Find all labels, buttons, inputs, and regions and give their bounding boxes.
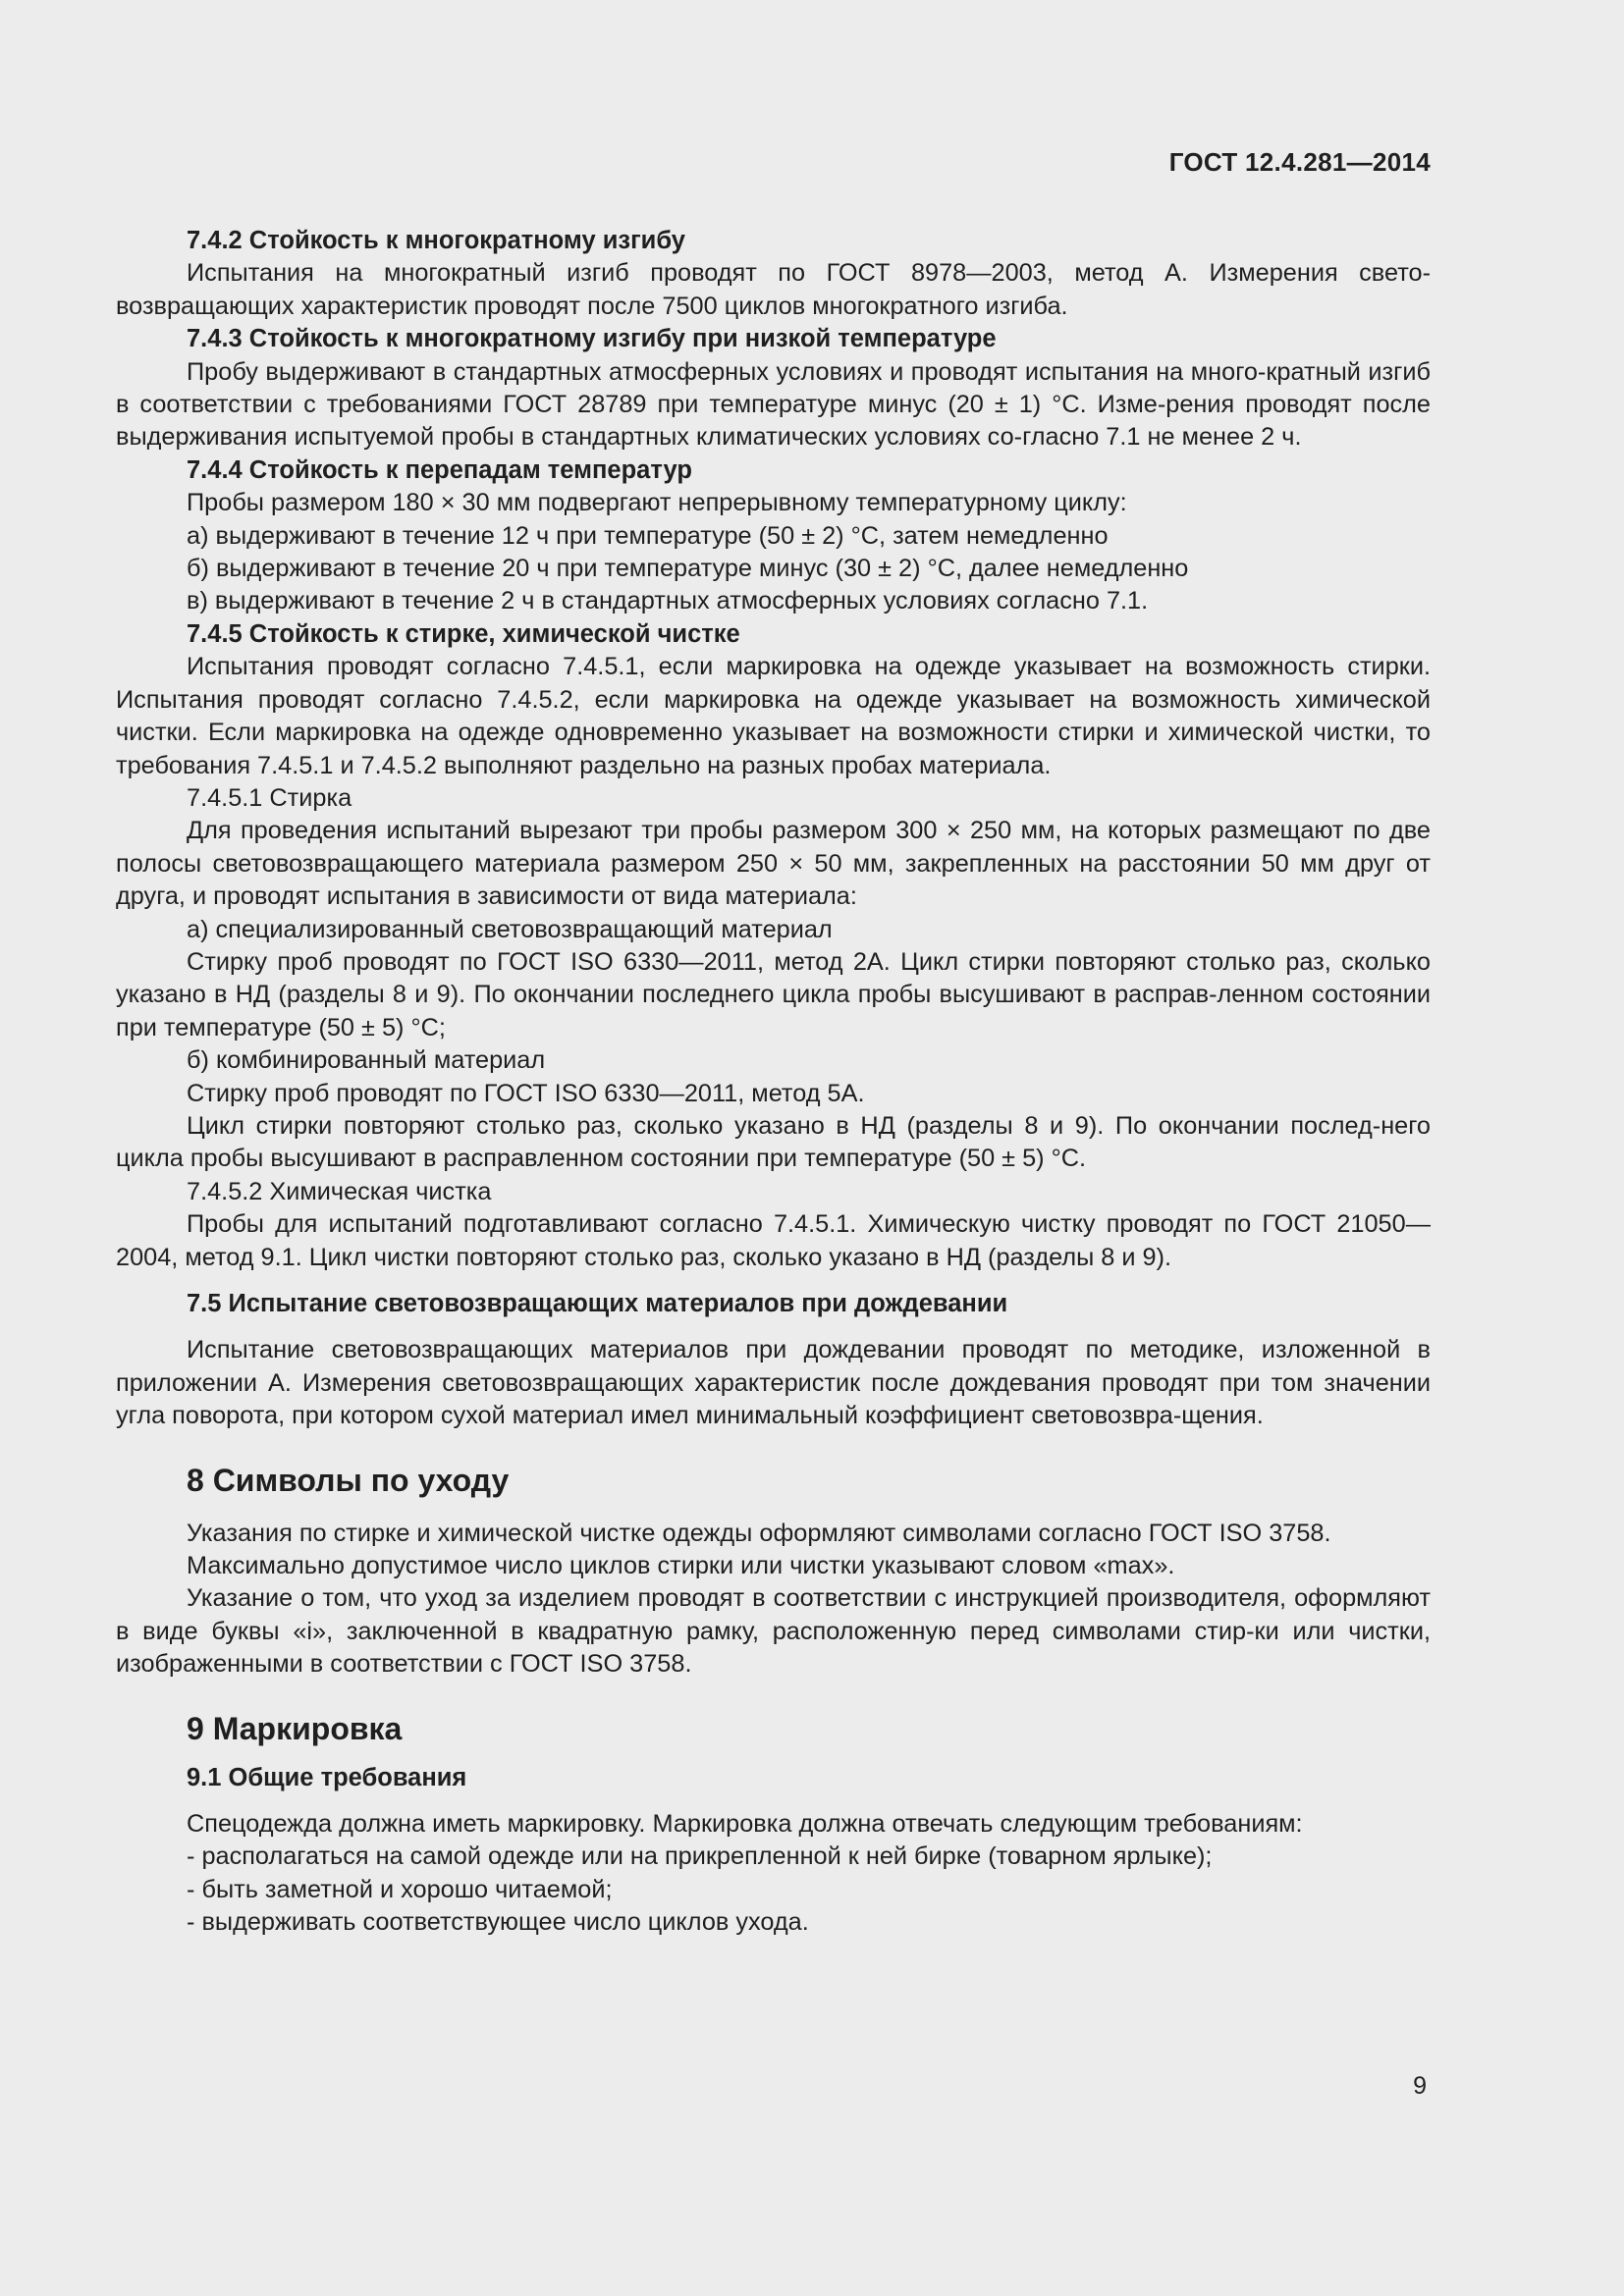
paragraph: Пробу выдерживают в стандартных атмосферных условиях и проводят испытания на много-кратный изгиб в соответствии с требованиями ГОСТ 28789 при температуре минус (20 ± 1) °С. Изме-рения проводят после выдерживания испытуемой пробы в стандартных климатических условиях со-гласно 7.1 не менее 2 ч. xyxy=(116,357,1431,452)
page-number: 9 xyxy=(1413,2072,1427,2100)
paragraph: Цикл стирки повторяют столько раз, сколько указано в НД (разделы 8 и 9). По окончании послед-него цикла пробы высушивают в расправленном состоянии при температуре (50 ± 5) °С. xyxy=(116,1111,1431,1173)
list-item: б) комбинированный материал xyxy=(187,1046,546,1075)
paragraph: Стирку проб проводят по ГОСТ ISO 6330—2011, метод 2А. Цикл стирки повторяют столько раз, сколько указано в НД (разделы 8 и 9). По окончании последнего цикла пробы высушивают в расправ-ленном состоянии при температуре (50 ± 5) °С; xyxy=(116,947,1431,1041)
list-item: а) выдерживают в течение 12 ч при температуре (50 ± 2) °С, затем немедленно xyxy=(187,521,1109,550)
list-item: - быть заметной и хорошо читаемой; xyxy=(187,1875,613,1903)
paragraph: Испытание световозвращающих материалов при дождевании проводят по методике, изложенной в приложении А. Измерения световозвращающих характеристик после дождевания проводят при том значении угла поворота, при котором сухой материал имел минимальный коэффициент световозвра-щения. xyxy=(116,1336,1431,1430)
section-heading-7-5: 7.5 Испытание световозвращающих материалов при дождевании xyxy=(187,1290,1008,1317)
list-item: - выдерживать соответствующее число циклов ухода. xyxy=(187,1908,809,1937)
section-heading-9: 9 Маркировка xyxy=(187,1710,403,1746)
page-content xyxy=(116,225,1431,1940)
section-heading-7-4-2: 7.4.2 Стойкость к многократному изгибу xyxy=(187,227,685,254)
section-heading-8: 8 Символы по уходу xyxy=(187,1462,510,1498)
paragraph: Испытания проводят согласно 7.4.5.1, если маркировка на одежде указывает на возможность стирки. Испытания проводят согласно 7.4.5.2, если маркировка на одежде указывает на возможность химической чистки. Если маркировка на одежде одновременно указывает на возможности стирки и химической чистки, то требования 7.4.5.1 и 7.4.5.2 выполняют раздельно на разных пробах материала. xyxy=(116,653,1431,779)
section-heading-7-4-5: 7.4.5 Стойкость к стирке, химической чистке xyxy=(187,619,740,648)
section-heading-7-4-4: 7.4.4 Стойкость к перепадам температур xyxy=(187,455,692,484)
section-heading-9-1: 9.1 Общие требования xyxy=(187,1763,467,1791)
subsection-heading-7-4-5-2: 7.4.5.2 Химическая чистка xyxy=(187,1177,492,1205)
list-item: б) выдерживают в течение 20 ч при температуре минус (30 ± 2) °С, далее немедленно xyxy=(187,555,1189,583)
paragraph: Указания по стирке и химической чистке одежды оформляют символами согласно ГОСТ ISO 3758. xyxy=(187,1519,1331,1547)
paragraph: Максимально допустимое число циклов стирки или чистки указывают словом «max». xyxy=(187,1552,1175,1580)
paragraph: Пробы размером 180 × 30 мм подвергают непрерывному температурному циклу: xyxy=(187,489,1127,517)
subsection-heading-7-4-5-1: 7.4.5.1 Стирка xyxy=(187,783,352,812)
paragraph: Пробы для испытаний подготавливают согласно 7.4.5.1. Химическую чистку проводят по ГОСТ 21050—2004, метод 9.1. Цикл чистки повторяют столько раз, сколько указано в НД (разделы 8 и 9). xyxy=(116,1210,1431,1271)
list-item: а) специализированный световозвращающий материал xyxy=(187,915,833,943)
paragraph: Испытания на многократный изгиб проводят по ГОСТ 8978—2003, метод А. Измерения свето-возвращающих характеристик проводят после 7500 циклов многократного изгиба. xyxy=(116,259,1431,320)
paragraph: Для проведения испытаний вырезают три пробы размером 300 × 250 мм, на которых размещают по две полосы световозвращающего материала размером 250 × 50 мм, закрепленных на расстоянии 50 мм друг от друга, и проводят испытания в зависимости от вида материала: xyxy=(116,817,1431,911)
paragraph: Стирку проб проводят по ГОСТ ISO 6330—2011, метод 5А. xyxy=(187,1079,865,1107)
list-item: в) выдерживают в течение 2 ч в стандартных атмосферных условиях согласно 7.1. xyxy=(187,587,1149,615)
list-item: - располагаться на самой одежде или на прикрепленной к ней бирке (товарном ярлыке); xyxy=(187,1842,1213,1871)
paragraph: Указание о том, что уход за изделием проводят в соответствии с инструкцией производителя, оформляют в виде буквы «i», заключенной в квадратную рамку, расположенную перед символами стир-ки или чистки, изображенными в соответствии с ГОСТ ISO 3758. xyxy=(116,1584,1431,1679)
paragraph: Спецодежда должна иметь маркировку. Маркировка должна отвечать следующим требованиям: xyxy=(187,1810,1303,1839)
document-code: ГОСТ 12.4.281—2014 xyxy=(1168,147,1431,177)
section-heading-7-4-3: 7.4.3 Стойкость к многократному изгибу при низкой температуре xyxy=(187,325,997,353)
